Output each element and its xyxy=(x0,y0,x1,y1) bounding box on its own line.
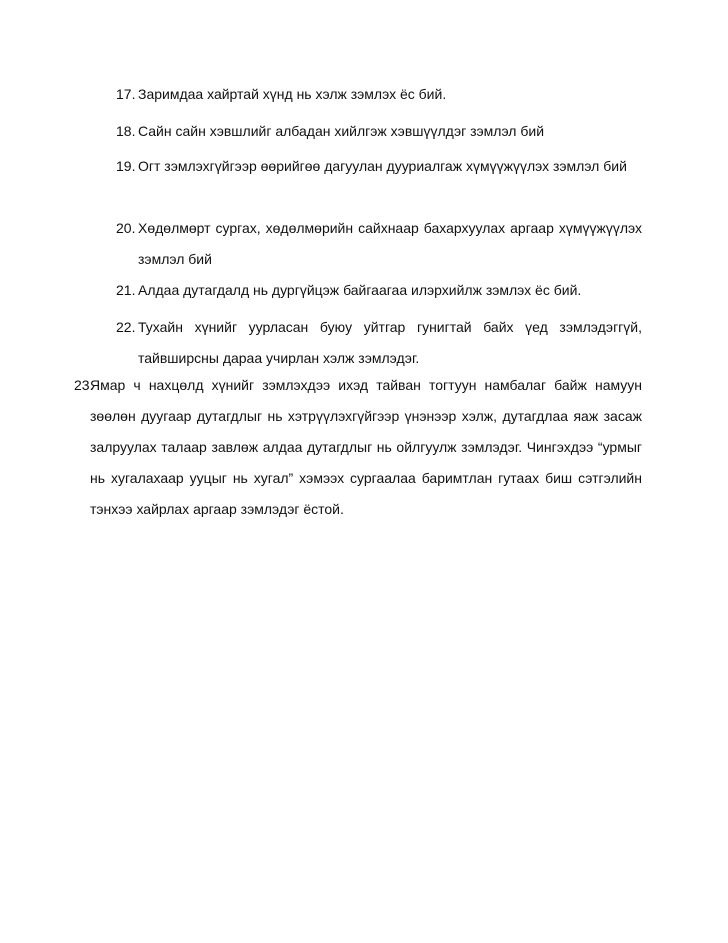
list-item-22 xyxy=(116,312,642,374)
list-text: Ямар ч нахцөлд хүнийг зэмлэхдээ ихэд тайван тогтуун намбалаг байж намуун зөөлөн дуугаар дутагдлыг нь хэтрүүлэхгүйгээр үнэнээр хэлж, дутагдлаа яаж засаж залруулах талаар завлөж алдаа дутагдлыг нь ойлгуулж зэмлэдэг. Чингэхдээ “урмыг нь хугалахаар ууцыг нь хугал” хэмээх сургаалаа баримтлан гутаах биш сэтгэлийн тэнхээ хайрлах аргаар зэмлэдэг ёстой. xyxy=(90,377,642,517)
list-text: Заримдаа хайртай хүнд нь хэлж зэмлэх ёс бий. xyxy=(138,86,447,102)
list-number: 18. xyxy=(116,123,136,139)
list-text: Огт зэмлэхгүйгээр өөрийгөө дагуулан дууриалгаж хүмүүжүүлэх зэмлэл бий xyxy=(138,158,627,174)
list-item-20 xyxy=(116,213,642,275)
list-text: Хөдөлмөрт сургах, хөдөлмөрийн сайхнаар бахархуулах аргаар хүмүүжүүлэх зэмлэл бий xyxy=(138,220,642,267)
list-text: Алдаа дутагдалд нь дургүйцэж байгаагаа илэрхийлж зэмлэх ёс бий. xyxy=(138,282,582,298)
list-item-19 xyxy=(116,151,642,182)
list-text: Сайн сайн хэвшлийг албадан хийлгэж хэвшүүлдэг зэмлэл бий xyxy=(138,123,545,139)
list-number: 19. xyxy=(116,158,136,174)
list-item-18 xyxy=(116,116,642,147)
list-number: 22. xyxy=(116,319,136,335)
list-number: 21. xyxy=(116,282,136,298)
list-text: Тухайн хүнийг уурласан буюу уйтгар гунигтай байх үед зэмлэдэггүй, тайвширсны дараа учирлан хэлж зэмлэдэг. xyxy=(138,319,642,366)
list-number: 20. xyxy=(116,220,136,236)
list-item-23 xyxy=(76,370,642,525)
list-item-21 xyxy=(116,275,642,306)
list-number: 23. xyxy=(74,377,94,393)
list-item-17 xyxy=(116,79,642,110)
list-number: 17. xyxy=(116,86,136,102)
